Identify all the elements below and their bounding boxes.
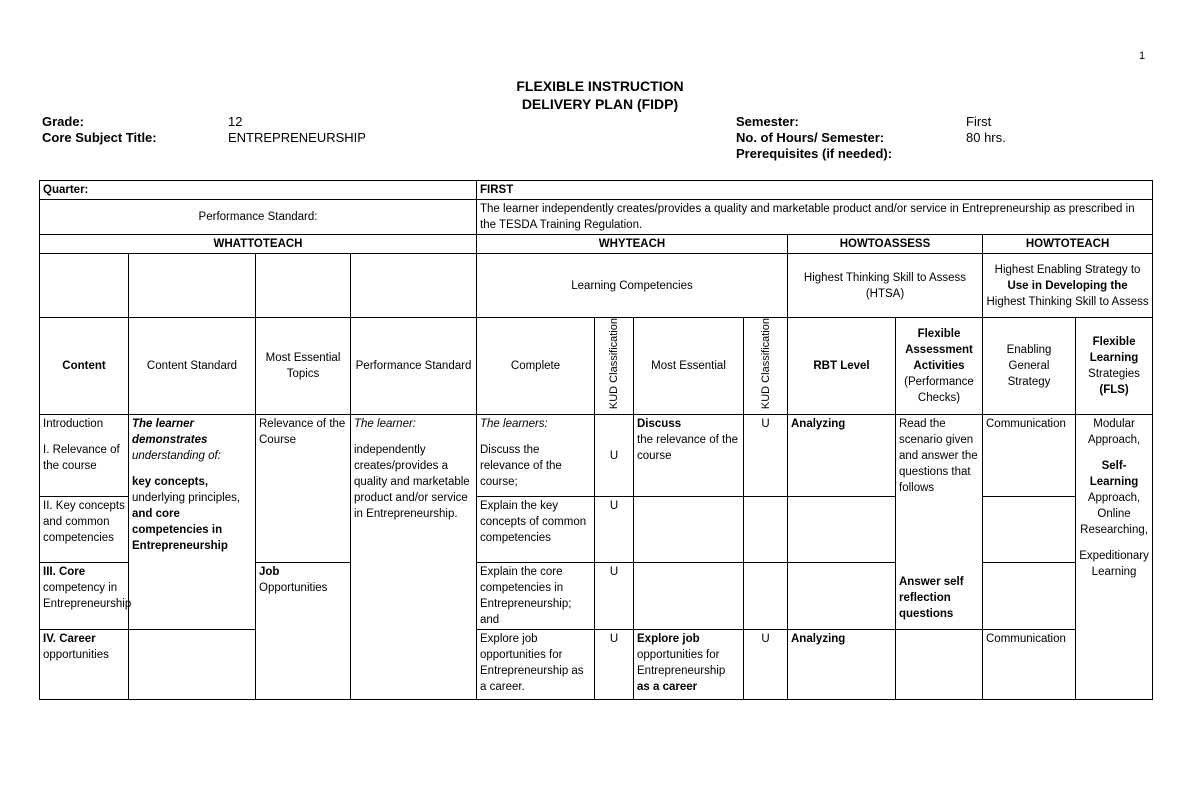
fls-title: Flexible Learning (1089, 336, 1139, 365)
col-enabling-strategy: Enabling General Strategy (983, 318, 1076, 415)
me-r4-b: opportunities for Entrepreneurship (637, 649, 726, 678)
complete-cell-r2: Explain the key concepts of common competencies (477, 497, 595, 563)
me-r1-b: the relevance of the course (637, 434, 739, 463)
kud-r2: U (595, 497, 634, 563)
hes-line-3: Highest Thinking Skill to Assess (986, 295, 1149, 308)
how-to-assess-header: HOWTOASSESS (788, 235, 983, 254)
quarter-value: FIRST (477, 181, 1153, 200)
col-rbt-level: RBT Level (788, 318, 896, 415)
fls-c: Approach, Online Researching, (1080, 492, 1148, 537)
kud2-r1: U (744, 415, 788, 497)
faa-a: Read the scenario given and answer the questions that follows (899, 418, 978, 495)
cs-line-b: understanding of: (132, 450, 221, 463)
fls-a: Modular Approach, (1087, 418, 1141, 447)
enabling-r4: Communication (983, 630, 1076, 700)
document-title-line-1: FLEXIBLE INSTRUCTION (516, 78, 684, 94)
kud2-r2 (744, 497, 788, 563)
content-r4-b: opportunities (43, 649, 109, 662)
hes-line-2: Use in Developing the (1007, 279, 1128, 292)
hes-header (983, 254, 1153, 318)
rbt-r1: Analyzing (788, 415, 896, 497)
most-essential-r4 (634, 630, 744, 700)
content-standard-empty (129, 630, 256, 700)
kud-label: KUD Classification (608, 318, 620, 410)
faa-r4 (896, 630, 983, 700)
empty-cell (256, 254, 351, 318)
htsa-header: Highest Thinking Skill to Assess (HTSA) (788, 254, 983, 318)
kud-r4: U (595, 630, 634, 700)
kud2-r3 (744, 563, 788, 630)
complete-cell-r1 (477, 415, 595, 497)
learning-competencies-header: Learning Competencies (477, 254, 788, 318)
complete-r1: Discuss the relevance of the course; (480, 444, 562, 489)
faa-subtitle: (Performance Checks) (904, 376, 974, 405)
prerequisites-label: Prerequisites (if needed): (736, 146, 893, 161)
col-content: Content (40, 318, 129, 415)
content-r3-a: III. Core (43, 566, 86, 579)
topic-relevance: Relevance of the Course (259, 418, 346, 447)
fls-d: Expeditionary Learning (1079, 550, 1149, 579)
fidp-table (39, 180, 1153, 700)
rbt-r3 (788, 563, 896, 630)
col-content-standard: Content Standard (129, 318, 256, 415)
empty-cell (129, 254, 256, 318)
col-performance-standard: Performance Standard (351, 318, 477, 415)
content-relevance: I. Relevance of the course (43, 444, 120, 473)
most-essential-r1 (634, 415, 744, 497)
hes-line-1: Highest Enabling Strategy to (994, 263, 1141, 276)
topic-opportunities: Opportunities (259, 582, 328, 595)
enabling-r3 (983, 563, 1076, 630)
empty-cell (351, 254, 477, 318)
topic-job: Job (259, 566, 280, 579)
semester-label: Semester: (736, 114, 799, 129)
fls-title-2: Strategies (1088, 368, 1140, 381)
page-number: 1 (1139, 50, 1146, 62)
ps-line-b: independently creates/provides a quality and marketable product and/or service in Entrepreneurship. (354, 444, 470, 521)
empty-cell (40, 254, 129, 318)
what-to-teach-header: WHATTOTEACH (40, 235, 477, 254)
faa-cell (896, 415, 983, 630)
kud-label-2: KUD Classification (759, 318, 772, 410)
cs-line-c: key concepts, (132, 476, 209, 489)
fls-b: Self-Learning (1089, 460, 1139, 489)
content-cell-r2: II. Key concepts and common competencies (40, 497, 129, 563)
performance-standard-label: Performance Standard: (40, 200, 477, 235)
complete-head: The learners: (480, 418, 548, 431)
kud2-r4: U (744, 630, 788, 700)
col-flexible-assessment (896, 318, 983, 415)
kud-r3: U (595, 563, 634, 630)
faa-title: Flexible Assessment Activities (905, 328, 973, 373)
cs-line-a: The learner demonstrates (132, 418, 208, 447)
content-standard-cell (129, 415, 256, 630)
semester-value: First (966, 114, 992, 129)
topic-cell-1 (256, 415, 351, 563)
performance-standard-value: The learner independently creates/provides a quality and marketable product and/or service in Entrepreneurship as prescribed in the TESDA Training Regulation. (477, 200, 1153, 235)
why-teach-header: WHYTEACH (477, 235, 788, 254)
me-r4-c: as a career (637, 681, 698, 694)
most-essential-r2 (634, 497, 744, 563)
enabling-r2 (983, 497, 1076, 563)
hours-value: 80 hrs. (966, 130, 1006, 145)
cs-line-d: underlying principles, (132, 492, 241, 505)
subject-value: ENTREPRENEURSHIP (228, 130, 366, 145)
how-to-teach-header: HOWTOTEACH (983, 235, 1153, 254)
col-complete: Complete (477, 318, 595, 415)
me-r1-a: Discuss (637, 418, 682, 431)
performance-standard-cell (351, 415, 477, 700)
me-r4-a: Explore job (637, 633, 700, 646)
content-intro: Introduction (43, 418, 104, 431)
complete-cell-r4: Explore job opportunities for Entrepreneurship as a career. (477, 630, 595, 700)
most-essential-r3 (634, 563, 744, 630)
col-kud-2 (744, 318, 788, 415)
subject-label: Core Subject Title: (42, 130, 157, 145)
grade-value: 12 (228, 114, 243, 129)
fls-title-3: (FLS) (1099, 384, 1129, 397)
col-most-essential: Most Essential (634, 318, 744, 415)
content-cell-r4 (40, 630, 129, 700)
grade-label: Grade: (42, 114, 84, 129)
topic-cell-2 (256, 563, 351, 700)
content-cell-r3 (40, 563, 132, 630)
document-title-line-2: DELIVERY PLAN (FIDP) (521, 96, 679, 112)
content-cell-r1 (40, 415, 129, 497)
col-fls (1076, 318, 1153, 415)
cs-line-e: and core competencies in Entrepreneurship (132, 508, 228, 553)
fls-cell (1076, 415, 1153, 700)
content-r3-b: competency in Entrepreneurship (43, 582, 132, 611)
complete-cell-r3: Explain the core competencies in Entrepreneurship; and (477, 563, 595, 630)
content-r4-a: IV. Career (43, 633, 96, 646)
col-essential-topics: Most Essential Topics (256, 318, 351, 415)
ps-line-a: The learner: (354, 418, 417, 431)
hours-label: No. of Hours/ Semester: (736, 130, 885, 145)
kud-r1: U (595, 415, 634, 497)
faa-b: Answer self reflection questions (899, 576, 964, 621)
col-kud (595, 318, 634, 415)
rbt-r2 (788, 497, 896, 563)
quarter-label: Quarter: (40, 181, 477, 200)
rbt-r4: Analyzing (788, 630, 896, 700)
enabling-r1: Communication (983, 415, 1076, 497)
